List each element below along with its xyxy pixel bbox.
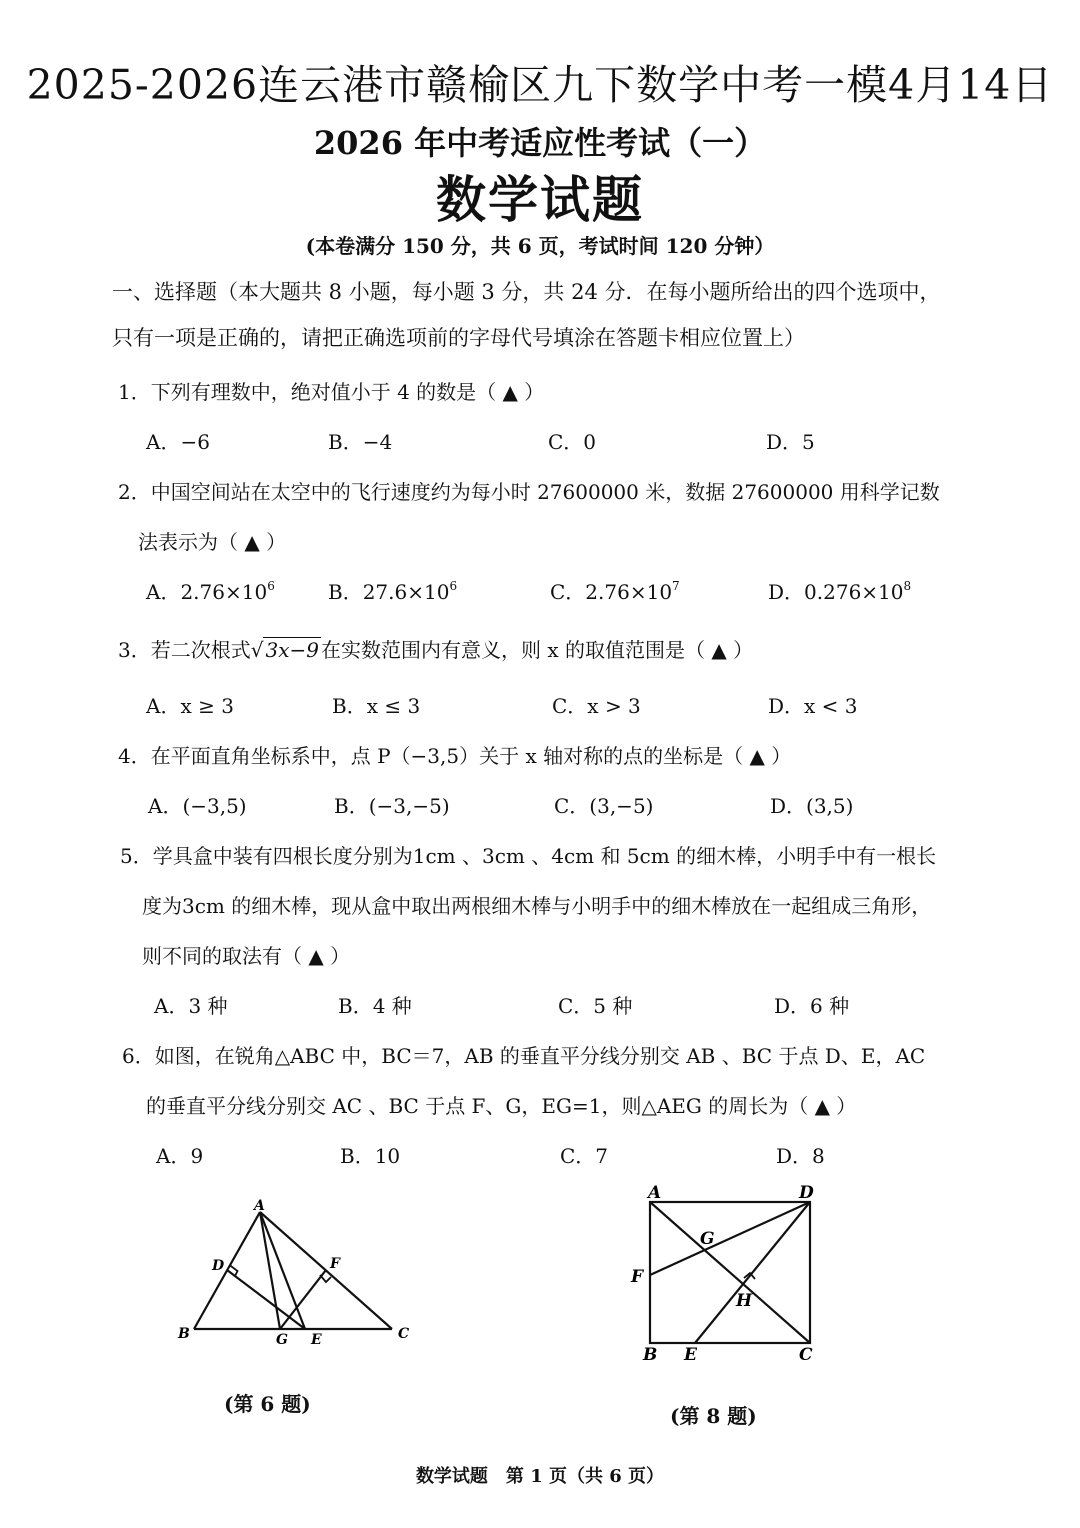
question-1-stem: 1．下列有理数中，绝对值小于 4 的数是（ ▲ ） — [118, 380, 545, 404]
q2-option-d: D．$0.276\times 10^8$ — [768, 579, 912, 604]
fig6-label-f: F — [330, 1256, 340, 1272]
q3-option-b: B．x ≤ 3 — [332, 694, 421, 718]
q3-option-a: A．x ≥ 3 — [146, 694, 234, 718]
q1-option-d: D．5 — [766, 430, 815, 454]
fig6-label-c: C — [398, 1326, 410, 1342]
fig6-label-d: D — [212, 1258, 225, 1274]
q5-option-c: C．5 种 — [558, 994, 633, 1018]
fig8-label-d: D — [799, 1183, 814, 1203]
q4-option-d: D．(3,5) — [770, 794, 854, 818]
q5-option-a: A．3 种 — [154, 994, 228, 1018]
paper-title: 数学试题 — [436, 170, 644, 229]
figure-8-caption: (第 8 题) — [670, 1404, 757, 1428]
question-5-stem-line1: 5．学具盒中装有四根长度分别为1cm 、3cm 、4cm 和 5cm 的细木棒，小明手中有一根长 — [120, 844, 937, 868]
exam-title: 2026 年中考适应性考试（一） — [313, 124, 767, 162]
radical-sign: √ — [250, 638, 264, 662]
fig8-label-h: H — [736, 1291, 753, 1311]
document-top-title: 2025-2026连云港市赣榆区九下数学中考一模4月14日 — [26, 61, 1054, 109]
question-4-stem: 4．在平面直角坐标系中，点 P（−3,5）关于 x 轴对称的点的坐标是（ ▲ ） — [118, 744, 792, 768]
section-instructions-line1: 一、选择题（本大题共 8 小题，每小题 3 分，共 24 分．在每小题所给出的四个选项中， — [112, 280, 941, 304]
question-2-stem-line1: 2．中国空间站在太空中的飞行速度约为每小时 27600000 米，数据 27600000 用科学记数 — [118, 480, 940, 504]
question-5-stem-line3: 则不同的取法有（ ▲ ） — [142, 944, 351, 968]
fig8-label-a: A — [648, 1183, 662, 1203]
q4-option-a: A．(−3,5) — [148, 794, 247, 818]
question-6-stem-line1: 6．如图，在锐角△ABC 中，BC＝7，AB 的垂直平分线分别交 AB 、BC 于点 D、E，AC — [122, 1044, 926, 1068]
q4-option-c: C．(3,−5) — [554, 794, 654, 818]
q2-option-b: B．$27.6\times 10^6$ — [328, 579, 458, 604]
q6-option-b: B．10 — [340, 1144, 401, 1168]
q4-option-b: B．(−3,−5) — [334, 794, 450, 818]
figure-6-caption: (第 6 题) — [224, 1392, 311, 1416]
question-5-stem-line2: 度为3cm 的细木棒，现从盒中取出两根细木棒与小明手中的细木棒放在一起组成三角形， — [142, 894, 932, 918]
radicand: 3x−9 — [265, 638, 319, 662]
q6-option-a: A．9 — [156, 1144, 204, 1168]
fig6-label-b: B — [178, 1326, 190, 1342]
question-6-stem-line2: 的垂直平分线分别交 AC 、BC 于点 F、G，EG=1，则△AEG 的周长为（ ▲ ） — [146, 1094, 857, 1118]
q6-option-d: D．8 — [776, 1144, 825, 1168]
fig6-label-e: E — [311, 1332, 322, 1348]
fig6-label-g: G — [276, 1332, 288, 1348]
q3-option-c: C．x > 3 — [552, 694, 641, 718]
fig8-label-c: C — [799, 1345, 813, 1365]
fig8-label-f: F — [631, 1267, 644, 1287]
fig8-label-g: G — [700, 1229, 715, 1249]
page-footer: 数学试题 第 1 页（共 6 页） — [415, 1466, 665, 1487]
section-instructions-line2: 只有一项是正确的，请把正确选项前的字母代号填涂在答题卡相应位置上） — [112, 326, 805, 350]
fig6-label-a: A — [254, 1198, 265, 1214]
question-2-stem-line2: 法表示为（ ▲ ） — [138, 530, 287, 554]
q2-option-c: C．$2.76\times 10^7$ — [550, 579, 680, 604]
figure-6-triangle — [170, 1190, 420, 1360]
fig8-label-e: E — [684, 1345, 697, 1365]
q5-option-b: B．4 种 — [338, 994, 412, 1018]
q5-option-d: D．6 种 — [774, 994, 850, 1018]
question-3-stem: 3．若二次根式√ 3x−9 在实数范围内有意义，则 x 的取值范围是（ ▲ ） — [118, 638, 754, 662]
q1-option-b: B．−4 — [328, 430, 393, 454]
exam-info: (本卷满分 150 分，共 6 页，考试时间 120 分钟） — [305, 234, 775, 258]
figure-8-rectangle — [620, 1178, 830, 1368]
q1-option-c: C．0 — [548, 430, 597, 454]
fig8-label-b: B — [643, 1345, 658, 1365]
q6-option-c: C．7 — [560, 1144, 609, 1168]
q2-option-a: A．$2.76\times 10^6$ — [146, 579, 275, 604]
q1-option-a: A．−6 — [146, 430, 210, 454]
q3-option-d: D．x < 3 — [768, 694, 858, 718]
